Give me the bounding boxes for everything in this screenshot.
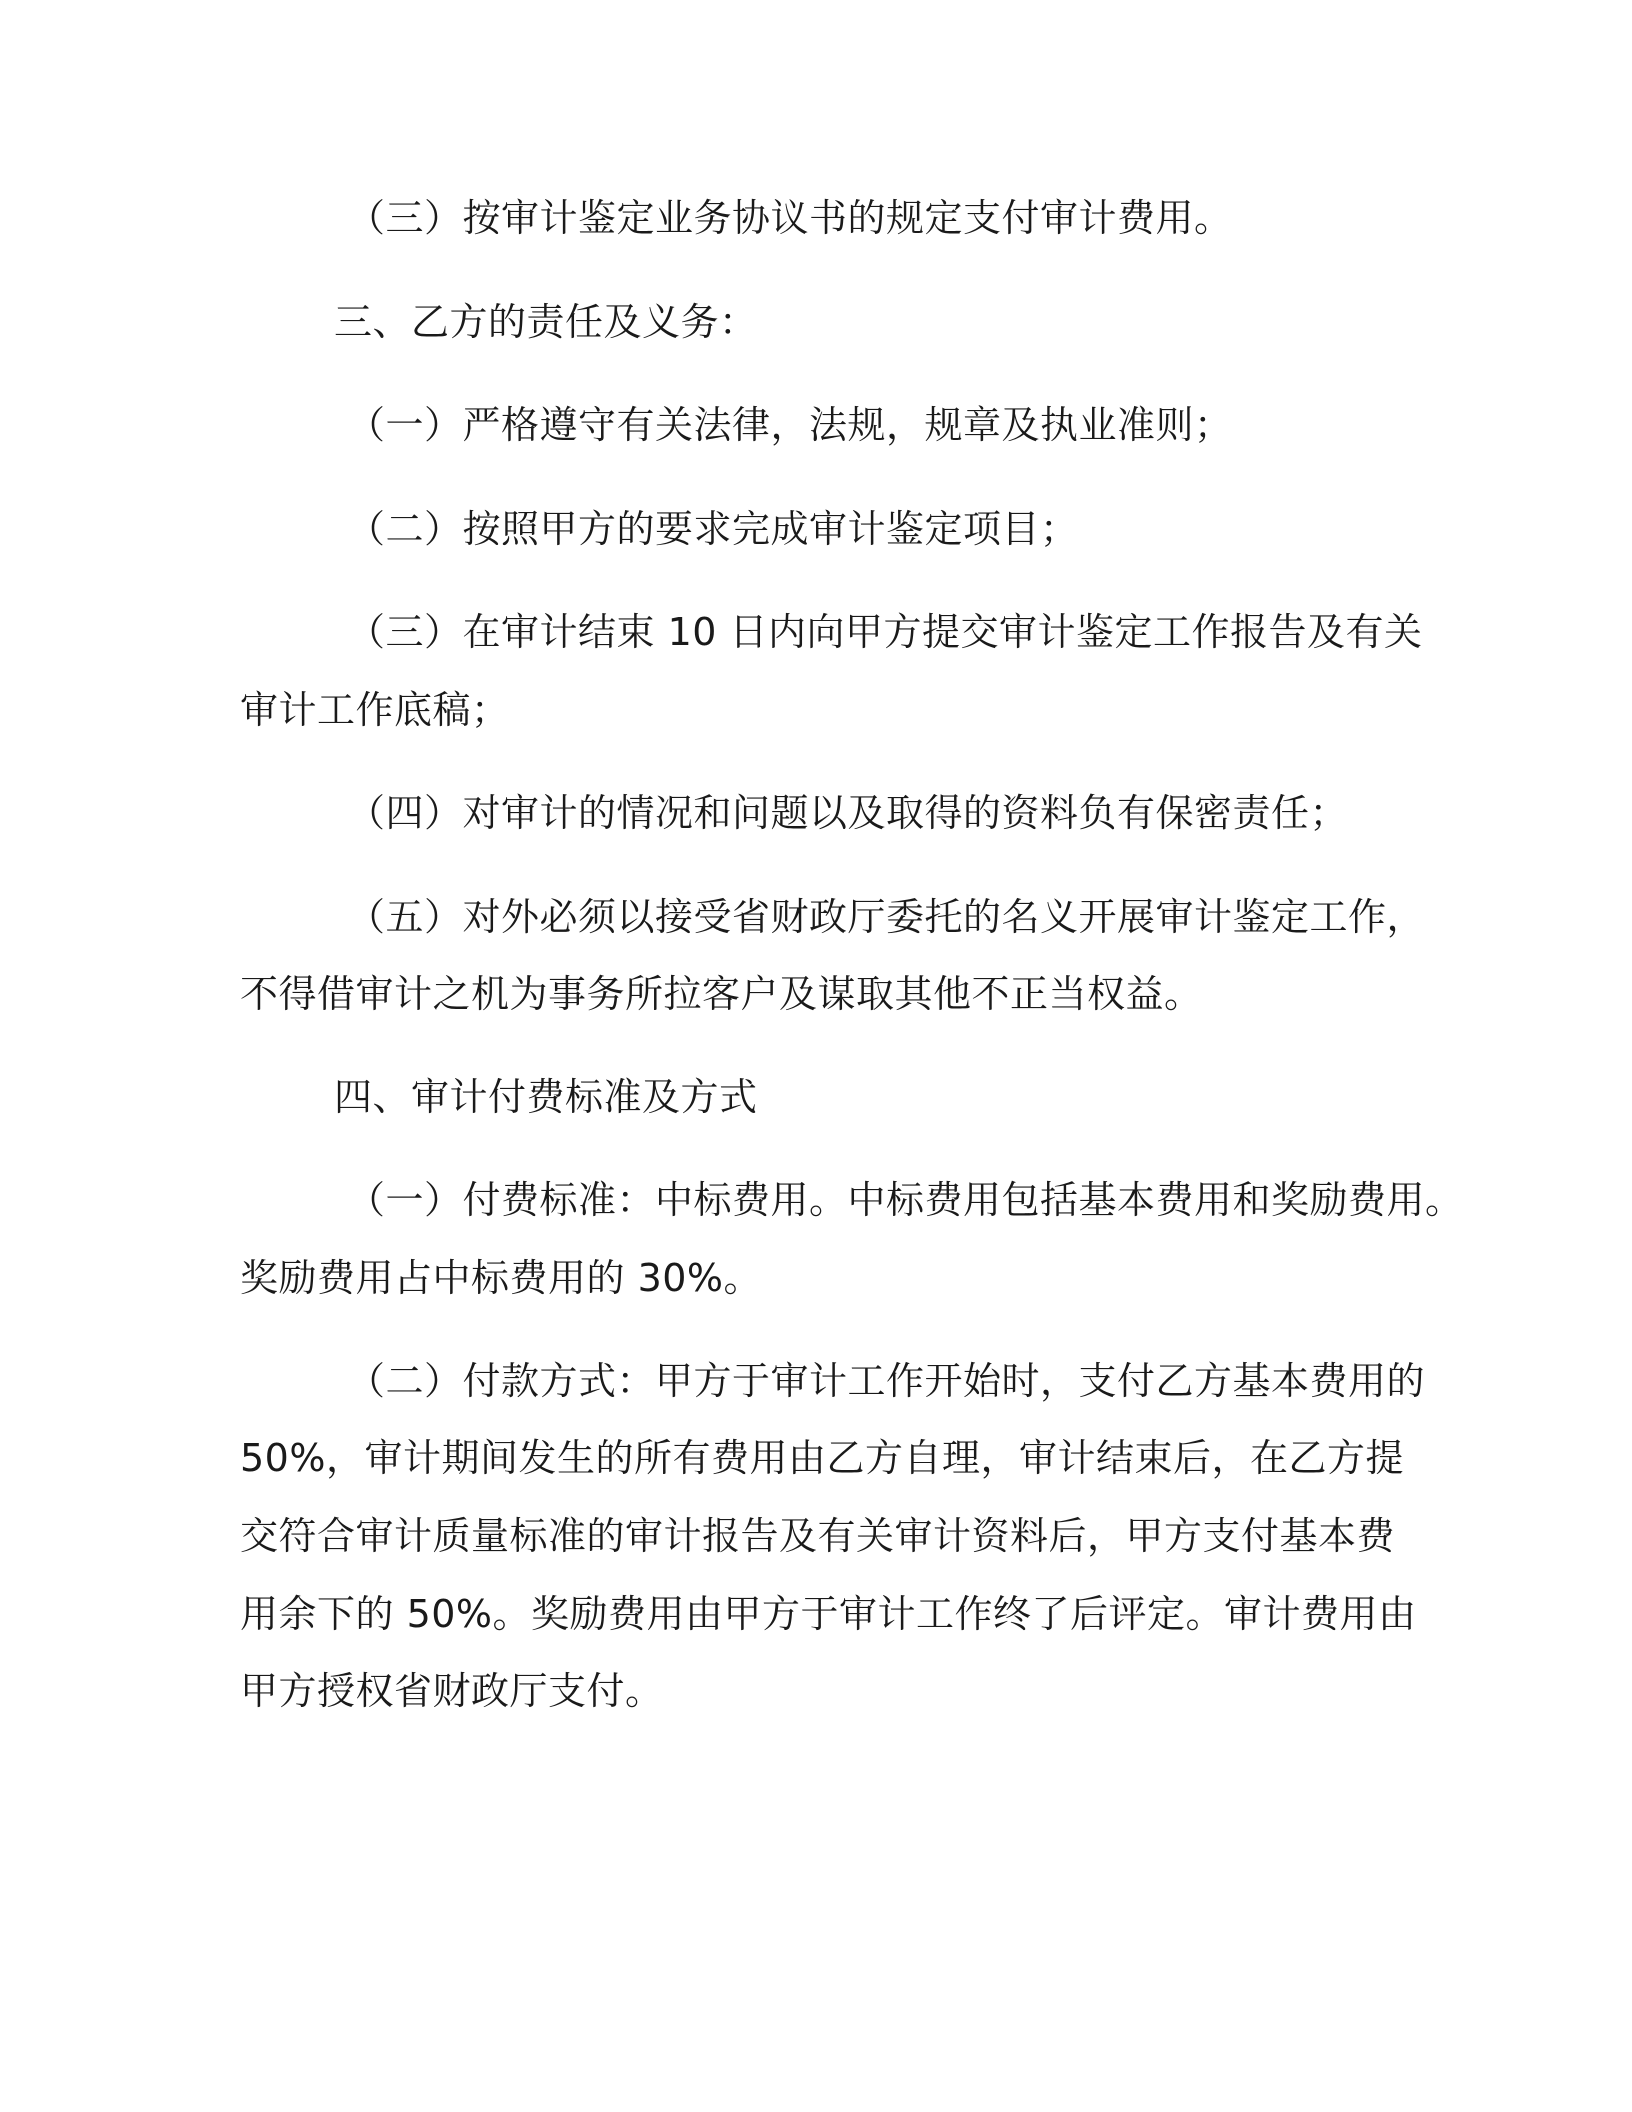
paragraph-confidentiality: （四）对审计的情况和问题以及取得的资料负有保密责任； [347, 791, 1349, 835]
paragraph-fee-standard-line-1: （一）付费标准：中标费用。中标费用包括基本费用和奖励费用。 [347, 1178, 1464, 1222]
paragraph-complete-audit-project: （二）按照甲方的要求完成审计鉴定项目； [347, 507, 1079, 551]
paragraph-payment-of-fees: （三）按审计鉴定业务协议书的规定支付审计费用。 [347, 196, 1233, 240]
paragraph-fee-standard-line-2: 奖励费用占中标费用的 30%。 [240, 1256, 763, 1300]
paragraph-payment-method-line-3: 交符合审计质量标准的审计报告及有关审计资料后，甲方支付基本费 [240, 1514, 1396, 1558]
paragraph-external-conduct-line-1: （五）对外必须以接受省财政厅委托的名义开展审计鉴定工作， [347, 895, 1426, 939]
paragraph-payment-method-line-1: （二）付款方式：甲方于审计工作开始时，支付乙方基本费用的 [347, 1359, 1426, 1403]
paragraph-comply-with-laws: （一）严格遵守有关法律，法规，规章及执业准则； [347, 403, 1233, 447]
paragraph-payment-method-line-2: 50%，审计期间发生的所有费用由乙方自理，审计结束后，在乙方提 [240, 1436, 1404, 1480]
section-heading-party-b-duties: 三、乙方的责任及义务： [334, 300, 758, 344]
section-heading-fee-standard: 四、审计付费标准及方式 [334, 1075, 758, 1119]
paragraph-submit-report-line-2: 审计工作底稿； [240, 688, 510, 732]
paragraph-external-conduct-line-2: 不得借审计之机为事务所拉客户及谋取其他不正当权益。 [240, 972, 1203, 1016]
paragraph-submit-report-line-1: （三）在审计结束 10 日内向甲方提交审计鉴定工作报告及有关 [347, 610, 1423, 654]
paragraph-payment-method-line-4: 用余下的 50%。奖励费用由甲方于审计工作终了后评定。审计费用由 [240, 1592, 1417, 1636]
paragraph-payment-method-line-5: 甲方授权省财政厅支付。 [240, 1669, 664, 1713]
